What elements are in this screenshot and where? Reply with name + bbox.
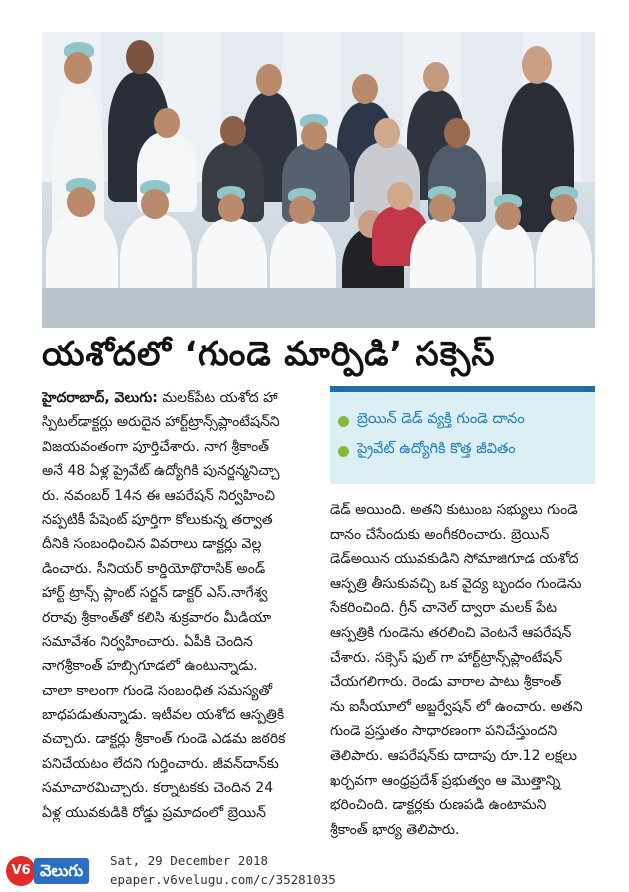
article-line: సేకరించింది. గ్రీన్ చానెల్ ద్వారా మలక్ పేట [330, 600, 558, 617]
article-line: చేయగలిగారు. రెండు వారాల పాటు శ్రీకాంత్ [330, 674, 562, 691]
article-column-left [42, 386, 314, 825]
edition-date: Sat, 29 December 2018 [110, 853, 269, 868]
v6-velugu-logo [6, 856, 91, 890]
highlight-text: బ్రెయిన్ డెడ్ వ్యక్తి గుండె దానం [357, 411, 525, 427]
article-line: భరించింది. డాక్టర్లకు రుణపడి ఉంటామని [330, 797, 547, 814]
article-line: పనిచేయటం లేదని గుర్తించారు. జీవన్‌దాన్‌కు [42, 755, 279, 772]
article-line: అనే 48 ఏళ్ల ప్రైవేట్ ఉద్యోగికి పునర్జన్మనిచ్చా [42, 463, 280, 480]
headline: యశోదలో ‘గుండె మార్పిడి’ సక్సెస్ [42, 334, 496, 373]
article-line: వచ్చారు. డాక్టర్లు శ్రీకాంత్ గుండె ఎడమ జఠరిక [42, 731, 286, 748]
bullet-dot-icon [338, 446, 349, 457]
article-line: ఖర్చవగా ఆంధ్రప్రదేశ్ ప్రభుత్వం ఆ మొత్తాన్ని [330, 772, 561, 789]
article-line: సమావేశం నిర్వహించారు. ఏపీకి చెందిన [42, 633, 253, 650]
article-line: చేశారు. సక్సెస్ ఫుల్ గా హార్ట్‌ట్రాన్స్‌ప్లాంటేషన్ [330, 649, 563, 666]
article-line: రరావు శ్రీకాంత్‌తో కలిసి శుక్రవారం మీడియా [42, 609, 272, 626]
logo-wordmark: వెలుగు [34, 858, 89, 884]
highlight-box [330, 386, 595, 484]
article-line: డెడ్ అయింది. అతని కుటుంబ సభ్యులు గుండె [330, 502, 578, 518]
news-photo [42, 32, 595, 328]
photo-floor [42, 288, 595, 328]
highlight-item [338, 436, 587, 466]
article-line: సమాచారమిచ్చారు. కర్నాటకకు చెందిన 24 [42, 780, 274, 797]
article-text: మలక్‌పేట యశోద హా [157, 390, 278, 406]
article-line: నాగశ్రీకాంత్ హబ్సిగూడలో ఉంటున్నాడు. [42, 658, 258, 675]
article-line: దీనికి సంబంధించిన వివరాలు డాక్టర్లు వెల్ల [42, 536, 262, 553]
article-line: గుండె ప్రస్తుతం సాధారణంగా పనిచేస్తుందని [330, 723, 558, 740]
article-column-right [330, 498, 595, 842]
article-line: దానం చేసేందుకు అంగీకరించారు. బ్రెయిన్ [330, 526, 550, 543]
epaper-footer [0, 852, 629, 892]
article-line: చాలా కాలంగా గుండె సంబంధిత సమస్యతో [42, 682, 273, 699]
article-line: బాధపడుతున్నాడు. ఇటీవల యశోద ఆస్పత్రికి [42, 707, 285, 724]
logo-v6-mark: V6 [6, 856, 36, 886]
article-line: విజయవంతంగా పూర్తిచేశారు. నాగ శ్రీకాంత్ [42, 438, 270, 455]
article-line: ఏళ్ల యువకుడికి రోడ్డు ప్రమాదంలో బ్రెయిన్ [42, 804, 266, 821]
article-line: ను ఐసీయూలో అబ్జర్వేషన్ లో ఉంచారు. అతని [330, 698, 583, 715]
article-line: డెడ్‌అయిన యువకుడిని సోమాజిగూడ యశోద [330, 551, 579, 568]
highlight-text: ప్రైవేట్ ఉద్యోగికి కొత్త జీవితం [357, 441, 516, 457]
article-line: స్పిటల్‌డాక్టర్లు అరుదైన హార్ట్‌ట్రాన్స్‌ప్లాంటేషన్‌ని [42, 414, 280, 431]
article-line: ఆస్పత్రికి గుండెను తరలించి వెంటనే ఆపరేషన్ [330, 624, 572, 641]
article-line: తెలిపారు. ఆపరేషన్‌కు దాదాపు రూ.12 లక్షలు [330, 747, 577, 764]
article-line: ఆస్పత్రి తీసుకువచ్చి ఒక వైద్య బృందం గుండెను [330, 575, 582, 592]
article-line: శ్రీకాంత్ భార్య తెలిపారు. [330, 821, 460, 838]
article-line: నప్పటికీ పేషెంట్ పూర్తిగా కోలుకున్న తర్వాత [42, 511, 273, 528]
article-line: రు. నవంబర్ 14న ఈ ఆపరేషన్ నిర్వహించి [42, 487, 275, 504]
epaper-link[interactable]: epaper.v6velugu.com/c/35281035 [110, 872, 336, 887]
article-line: డించారు. సీనియర్ కార్డియోథొరాసిక్ అండ్ [42, 560, 266, 577]
bullet-dot-icon [338, 416, 349, 427]
highlight-item [338, 406, 587, 436]
article-first-line [42, 386, 314, 410]
dateline: హైదరాబాద్, వెలుగు: [42, 390, 158, 406]
article-line: హార్ట్ ట్రాన్స్ ప్లాంట్ సర్జన్ డాక్టర్ ఎస్.నాగేశ్వ [42, 585, 268, 602]
